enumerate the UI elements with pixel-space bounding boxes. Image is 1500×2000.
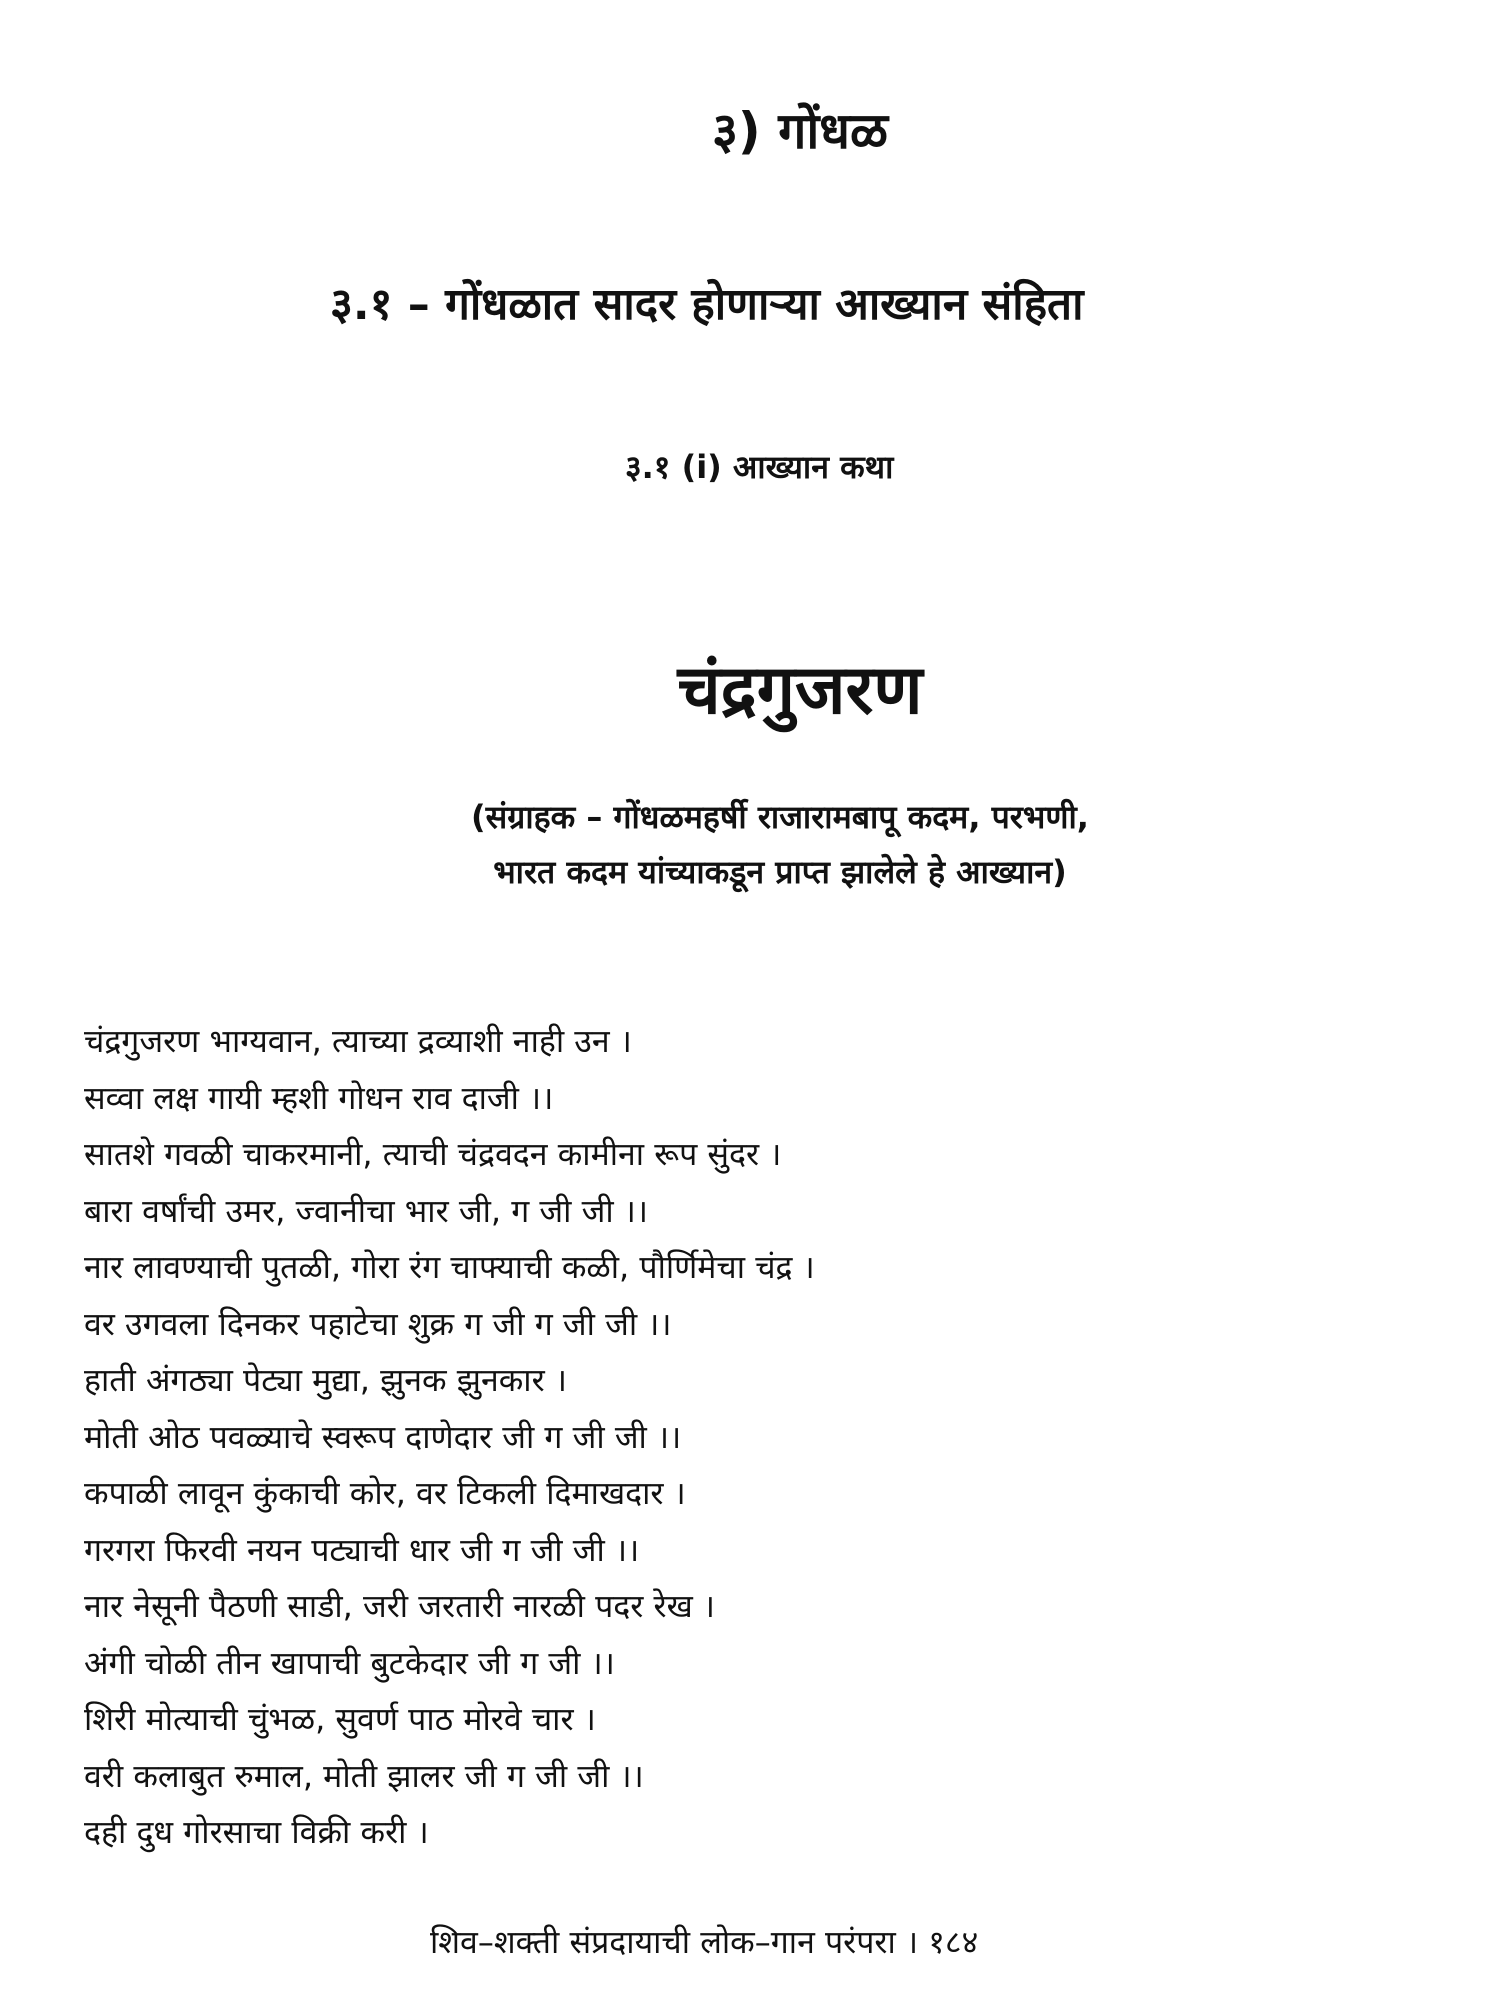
collector-note-line-2: भारत कदम यांच्याकडून प्राप्त झालेले हे आख्यान) [493,853,1067,891]
verse-line: सातशे गवळी चाकरमानी, त्याची चंद्रवदन कामीना रूप सुंदर । [84,1135,782,1173]
collector-note-line-1: (संग्राहक – गोंधळमहर्षी राजारामबापू कदम, परभणी, [471,798,1089,836]
verse-line: चंद्रगुजरण भाग्यवान, त्याच्या द्रव्याशी नाही उन । [84,1022,632,1060]
verse-line: कपाळी लावून कुंकाची कोर, वर टिकली दिमाखदार । [84,1474,686,1512]
verse-line: वर उगवला दिनकर पहाटेचा शुक्र ग जी ग जी जी ।। [84,1304,672,1343]
verse-line: शिरी मोत्याची चुंभळ, सुवर्ण पाठ मोरवे चार । [84,1700,596,1738]
verse-line: अंगी चोळी तीन खापाची बुटकेदार जी ग जी ।। [84,1643,615,1682]
subsection-title: ३.१ (i) आख्यान कथा [625,448,894,486]
verse-line: मोती ओठ पवळ्याचे स्वरूप दाणेदार जी ग जी जी ।। [84,1417,682,1456]
verse-line: दही दुध गोरसाचा विक्री करी । [84,1813,429,1851]
page-footer: शिव–शक्ती संप्रदायाची लोक–गान परंपरा । १८४ [430,1923,979,1961]
verse-line: बारा वर्षांची उमर, ज्वानीचा भार जी, ग जी जी ।। [84,1191,649,1230]
section-title: ३.१ – गोंधळात सादर होणाऱ्या आख्यान संहिता [330,279,1084,330]
chapter-title: ३) गोंधळ [711,102,889,160]
verse-line: वरी कलाबुत रुमाल, मोती झालर जी ग जी जी ।। [84,1756,644,1795]
verse-line: गरगरा फिरवी नयन पट्याची धार जी ग जी जी ।। [84,1530,640,1569]
story-title: चंद्रगुजरण [677,651,923,730]
verse-line: सव्वा लक्ष गायी म्हशी गोधन राव दाजी ।। [84,1078,554,1117]
collector-note [330,790,1230,900]
verse-list [84,1013,815,1861]
verse-line: नार लावण्याची पुतळी, गोरा रंग चाफ्याची कळी, पौर्णिमेचा चंद्र । [84,1248,815,1286]
verse-line: हाती अंगठ्या पेट्या मुद्या, झुनक झुनकार । [84,1361,567,1399]
verse-line: नार नेसूनी पैठणी साडी, जरी जरतारी नारळी पदर रेख । [84,1587,716,1625]
